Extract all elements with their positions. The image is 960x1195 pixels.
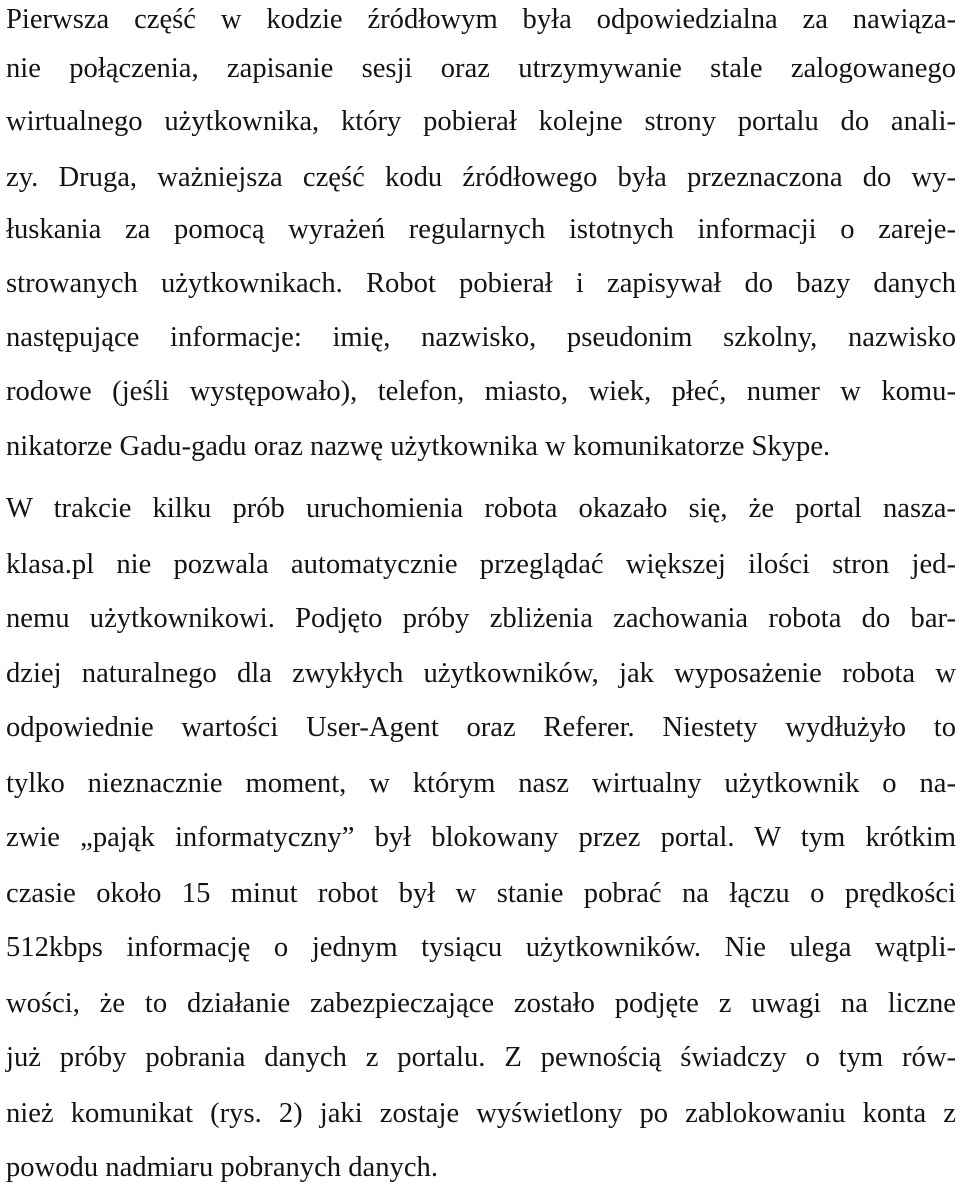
text-line: zwie „pająk informatyczny” był blokowany przez portal. W tym krótkim	[6, 822, 956, 853]
text-line: Pierwsza część w kodzie źródłowym była odpowiedzialna za nawiąza-	[6, 4, 956, 35]
text-line: 512kbps informację o jednym tysiącu użytkowników. Nie ulega wątpli-	[6, 932, 956, 963]
text-line: następujące informacje: imię, nazwisko, pseudonim szkolny, nazwisko	[6, 322, 956, 353]
text-line: tylko nieznacznie moment, w którym nasz wirtualny użytkownik o na-	[6, 768, 956, 799]
text-line: łuskania za pomocą wyrażeń regularnych istotnych informacji o zareje-	[6, 214, 956, 245]
text-line: wirtualnego użytkownika, który pobierał kolejne strony portalu do anali-	[6, 106, 956, 137]
text-line: nikatorze Gadu-gadu oraz nazwę użytkownika w komunikatorze Skype.	[6, 431, 831, 462]
text-line: rodowe (jeśli występowało), telefon, miasto, wiek, płeć, numer w komu-	[6, 376, 956, 407]
text-line: zy. Druga, ważniejsza część kodu źródłowego była przeznaczona do wy-	[6, 162, 956, 193]
text-line: W trakcie kilku prób uruchomienia robota okazało się, że portal nasza-	[6, 493, 956, 524]
text-line: nież komunikat (rys. 2) jaki zostaje wyświetlony po zablokowaniu konta z	[6, 1098, 956, 1129]
text-line: powodu nadmiaru pobranych danych.	[6, 1152, 438, 1183]
text-line: nemu użytkownikowi. Podjęto próby zbliżenia zachowania robota do bar-	[6, 603, 956, 634]
text-line: klasa.pl nie pozwala automatycznie przeglądać większej ilości stron jed-	[6, 549, 956, 580]
text-line: wości, że to działanie zabezpieczające zostało podjęte z uwagi na liczne	[6, 988, 956, 1019]
text-line: strowanych użytkownikach. Robot pobierał i zapisywał do bazy danych	[6, 268, 956, 299]
text-line: czasie około 15 minut robot był w stanie pobrać na łączu o prędkości	[6, 878, 956, 909]
text-line: dziej naturalnego dla zwykłych użytkowników, jak wyposażenie robota w	[6, 658, 956, 689]
text-line: już próby pobrania danych z portalu. Z pewnością świadczy o tym rów-	[6, 1042, 956, 1073]
text-line: odpowiednie wartości User-Agent oraz Referer. Niestety wydłużyło to	[6, 712, 956, 743]
text-line: nie połączenia, zapisanie sesji oraz utrzymywanie stale zalogowanego	[6, 53, 956, 84]
